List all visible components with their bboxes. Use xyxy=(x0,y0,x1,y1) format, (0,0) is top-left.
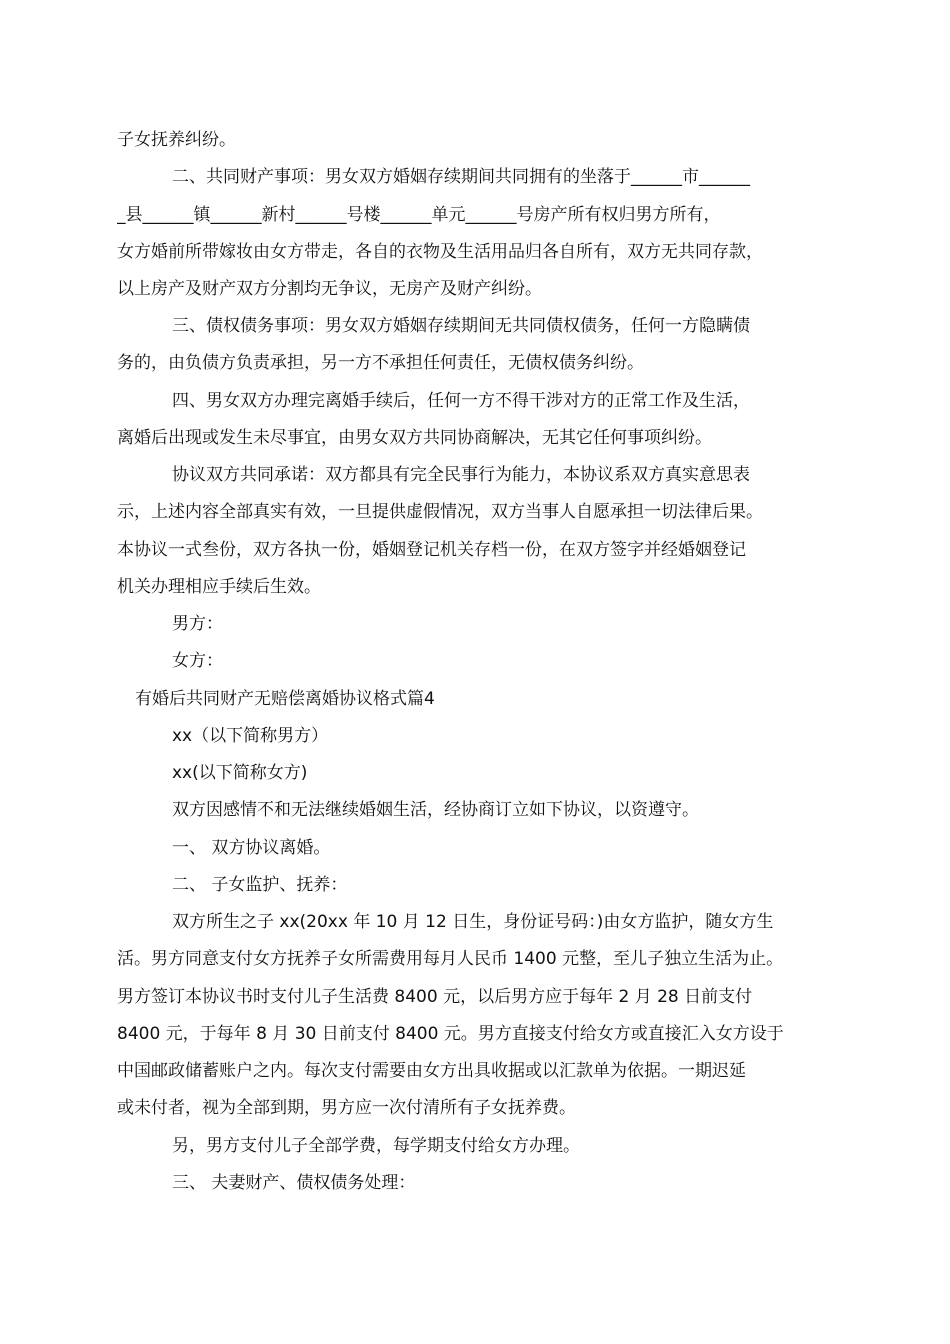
text-line: 二、共同财产事项：男女双方婚姻存续期间共同拥有的坐落于______市______ xyxy=(172,167,750,187)
text-line: 双方所生之子 xx(20xx 年 10 月 12 日生，身份证号码：)由女方监护，随女方生 xyxy=(172,912,774,932)
clause-heading: 一、 双方协议离婚。 xyxy=(172,838,331,858)
text-line: 以上房产及财产双方分割均无争议，无房产及财产纠纷。 xyxy=(117,279,542,299)
text-line: 协议双方共同承诺：双方都具有完全民事行为能力，本协议系双方真实意思表 xyxy=(172,465,750,485)
text-line: 中国邮政储蓄账户之内。每次支付需要由女方出具收据或以汇款单为依据。一期迟延 xyxy=(117,1061,746,1081)
party-female: xx(以下简称女方) xyxy=(172,763,308,783)
text-line: 子女抚养纠纷。 xyxy=(117,130,236,150)
text-line: 机关办理相应手续后生效。 xyxy=(117,577,321,597)
text-line: 离婚后出现或发生未尽事宜，由男女双方共同协商解决，无其它任何事项纠纷。 xyxy=(117,428,712,448)
text-line: 男方签订本协议书时支付儿子生活费 8400 元，以后男方应于每年 2 月 28 日前支付 xyxy=(117,987,753,1007)
text-line: 女方婚前所带嫁妆由女方带走，各自的衣物及生活用品归各自所有，双方无共同存款， xyxy=(117,242,763,262)
clause-heading: 二、 子女监护、抚养： xyxy=(172,875,348,895)
text-line: _县______镇______新村______号楼______单元______号房产所有权归男方所有， xyxy=(117,205,721,225)
clause-heading: 三、 夫妻财产、债权债务处理： xyxy=(172,1173,416,1193)
text-line: 另，男方支付儿子全部学费，每学期支付给女方办理。 xyxy=(172,1136,580,1156)
text-line: 三、债权债务事项：男女双方婚姻存续期间无共同债权债务，任何一方隐瞒债 xyxy=(172,316,750,336)
text-line: 双方因感情不和无法继续婚姻生活，经协商订立如下协议，以资遵守。 xyxy=(172,800,699,820)
text-line: 务的，由负债方负责承担，另一方不承担任何责任，无债权债务纠纷。 xyxy=(117,353,644,373)
text-line: 本协议一式叁份，双方各执一份，婚姻登记机关存档一份，在双方签字并经婚姻登记 xyxy=(117,540,746,560)
signature-label-male: 男方： xyxy=(172,614,223,634)
signature-label-female: 女方： xyxy=(172,651,223,671)
text-line: 或未付者，视为全部到期，男方应一次付清所有子女抚养费。 xyxy=(117,1098,576,1118)
text-line: 示，上述内容全部真实有效，一旦提供虚假情况，双方当事人自愿承担一切法律后果。 xyxy=(117,502,763,522)
party-male: xx（以下简称男方） xyxy=(172,726,329,746)
text-line: 活。男方同意支付女方抚养子女所需费用每月人民币 1400 元整，至儿子独立生活为止。 xyxy=(117,949,784,969)
text-line: 四、男女双方办理完离婚手续后，任何一方不得干涉对方的正常工作及生活， xyxy=(172,391,750,411)
section-heading: 有婚后共同财产无赔偿离婚协议格式篇4 xyxy=(135,689,435,709)
text-line: 8400 元，于每年 8 月 30 日前支付 8400 元。男方直接支付给女方或直接汇入女方设于 xyxy=(117,1024,784,1044)
